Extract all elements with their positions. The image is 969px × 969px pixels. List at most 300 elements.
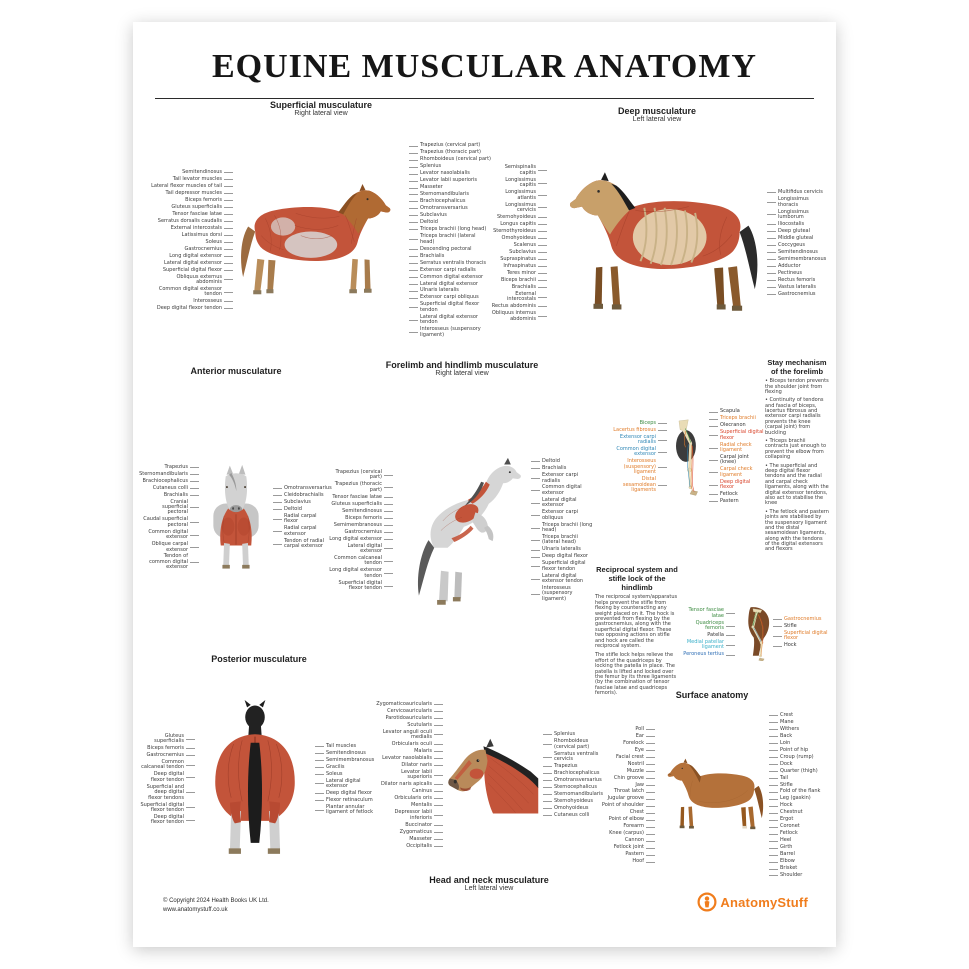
leader-line [646,729,655,730]
leader-line [315,783,324,784]
ligament-label: Carpal joint (knee) [707,455,765,466]
leader-line [224,308,233,309]
surface-label: Pastern [625,852,657,857]
ligament-label: Medial patellar ligament [679,640,737,651]
muscle-label: Subclavius [271,500,311,505]
leader-line [384,586,393,587]
muscle-label: Radial carpal extensor [271,526,329,537]
leader-line [709,435,718,436]
section-subtitle: Left lateral view [464,884,514,892]
leader-line [531,579,540,580]
leader-line [190,535,199,536]
leader-line [709,472,718,473]
muscle-label: Gluteus superficialis [171,205,235,210]
muscle-label: Gastrocnemius [146,753,197,758]
rearing-horse-figure [395,454,529,607]
ligament-label: Hock [771,643,796,648]
leader-line [434,718,443,719]
muscle-label: Longissimus thoracis [765,197,823,208]
muscle-label: Extensor carpi obliquus [407,295,479,300]
leader-line [273,531,282,532]
muscle-label: Triceps brachii (lateral head) [407,234,491,245]
leader-line [224,214,233,215]
muscle-label: Tensor fasciae latae [172,212,235,217]
leader-line [769,875,778,876]
leader-line [531,550,540,551]
surface-label: Chest [630,810,657,815]
leader-line [190,562,199,563]
muscle-label: Longissimus cervicis [491,203,549,214]
leader-line [769,750,778,751]
leader-line [224,186,233,187]
muscle-label: Lateral digital extensor [313,779,379,790]
muscle-label: Longissimus lumborum [765,210,823,221]
muscle-label: Triceps brachii (lateral head) [529,535,595,546]
leader-line [726,613,735,614]
panel-title: Reciprocal system and stifle lock of the hindlimb [596,565,678,593]
leader-line [767,214,776,215]
leader-line [769,715,778,716]
leader-line [186,820,195,821]
surface-label: Crest [767,713,793,718]
section-reciprocal-system [595,560,829,706]
stay-labels-right [707,409,765,504]
leader-line [531,461,540,462]
stay-leg-figure [669,418,707,497]
leader-line [538,297,547,298]
ligament-label: Patella [707,633,737,638]
muscle-label: Omotransversarius [271,486,332,491]
leader-line [769,729,778,730]
leader-line [384,539,393,540]
ligament-label: Tensor fasciae latae [679,608,737,619]
leader-line [186,792,195,793]
muscle-label: Semimembranosus [765,257,826,262]
muscle-label: Flexor retinaculum [313,798,373,803]
section-title: Posterior musculature [211,654,307,664]
leader-line [315,774,324,775]
surface-label: Chestnut [767,810,803,815]
muscle-label: Splenius [407,164,441,169]
leader-line [769,757,778,758]
muscle-label: Rectus abdominis [492,304,549,309]
copyright-text: © Copyright 2024 Health Books UK Ltd. [163,898,269,904]
leader-line [538,273,547,274]
muscle-label: External intercostals [171,226,235,231]
leader-line [531,515,540,516]
leader-line [224,193,233,194]
surface-label: Fold of the flank [767,789,820,794]
surface-label: Poll [635,727,657,732]
surface-label: Stifle [767,783,793,788]
ligament-label: Interosseus (suspensory) ligament [611,459,669,475]
leader-line [767,224,776,225]
leader-line [767,245,776,246]
anatomy-poster [133,22,836,947]
leader-line [646,736,655,737]
leader-line [658,452,667,453]
leader-line [434,758,443,759]
muscle-label: Long digital extensor [329,537,395,542]
deep-labels-left [491,165,549,321]
title-divider [155,98,814,99]
muscle-label: Trapezius [165,465,201,470]
leader-line [434,751,443,752]
leader-line [538,217,547,218]
leader-line [434,805,443,806]
leader-line [658,467,667,468]
leader-line [543,787,552,788]
leader-line [709,426,718,427]
muscle-label: Biceps femoris [345,516,395,521]
section-posterior-musculature [139,654,379,894]
leader-line [315,753,324,754]
muscle-label: Semitendinosus [342,509,395,514]
leader-line [531,594,540,595]
panel-title: Stay mechanism of the forelimb [767,358,827,377]
muscle-label: Rectus femoris [765,278,815,283]
leader-line [769,722,778,723]
ligament-label: Pastern [707,499,739,504]
muscle-label: Adductor [765,264,801,269]
muscle-label: Brachialis [164,493,201,498]
leader-line [767,192,776,193]
leader-line [646,841,655,842]
anterior-horse-figure [201,464,271,571]
surface-label: Ear [636,734,657,739]
leader-line [543,757,552,758]
leader-line [186,755,195,756]
muscle-label: Extensor carpi radialis [407,268,476,273]
muscle-label: Superficial digital flexor [163,268,235,273]
muscle-label: Omohyoideus [502,236,549,241]
leader-line [273,509,282,510]
anterior-labels-right [271,484,332,550]
muscle-label: Sternothyroideus [493,229,549,234]
surface-label: Girth [767,845,792,850]
muscle-label: Trapezius (thoracic part) [407,150,481,155]
muscle-label: Biceps brachii [501,278,549,283]
muscle-label: Malaris [414,749,445,754]
leader-line [273,495,282,496]
ligament-label: Stifle [771,624,797,629]
reciprocal-labels-left [679,608,737,658]
muscle-label: Brachiocephalicus [407,199,465,204]
ligament-label: Common digital extensor [611,447,669,458]
stay-text-panel [765,358,829,556]
leader-line [538,231,547,232]
section-subtitle: Right lateral view [435,370,489,378]
muscle-label: Gastrocnemius [344,530,395,535]
leader-line [769,799,778,800]
ligament-label: Lacertus fibrosus [613,428,669,433]
leader-line [273,488,282,489]
surface-label: Elbow [767,859,795,864]
muscle-label: Common digital extensor [529,485,595,496]
surface-label: Forelock [623,741,657,746]
muscle-label: Trapezius (cervical part) [329,470,395,481]
muscle-label: Superficial digital flexor tendon [139,803,197,814]
surface-label: Croup (rump) [767,755,814,760]
foreleg-bones-illustration [669,418,707,497]
head-neck-illustration [445,736,541,815]
muscle-label: Lateral flexor muscles of tail [151,184,235,189]
muscle-label: Trapezius (thoracic part) [329,482,395,493]
leader-line [315,810,324,811]
muscle-label: Cervicoauricularis [387,709,445,714]
surface-label: Leg (gaskin) [767,796,811,801]
leader-line [543,734,552,735]
muscle-label: Ulnaris lateralis [529,547,581,552]
leader-line [190,488,199,489]
muscle-label: Deep digital flexor [313,791,372,796]
leader-line [409,201,418,202]
leader-line [646,743,655,744]
leader-line [773,636,782,637]
leader-line [646,848,655,849]
muscle-label: Longissimus capitis [491,178,549,189]
leader-line [726,645,735,646]
muscle-label: Superficial digital flexor tendon [407,302,491,313]
muscle-label: Common digital extensor tendon [151,287,235,298]
surface-label: Cannon [625,838,657,843]
muscle-label: Orbicularis oris [394,796,445,801]
leader-line [769,785,778,786]
leader-line [434,798,443,799]
leader-line [315,760,324,761]
ligament-label: Carpal check ligament [707,467,765,478]
surface-label: Mane [767,720,794,725]
leader-line [538,252,547,253]
brand-name: AnatomyStuff [720,894,808,910]
section-heading [379,875,599,893]
muscle-label: Coccygeus [765,243,805,248]
leader-line [531,528,540,529]
leader-line [709,460,718,461]
muscle-label: Gracilis [313,765,345,770]
surface-label: Back [767,734,792,739]
leader-line [224,228,233,229]
leader-line [538,259,547,260]
leader-line [767,266,776,267]
surface-label: Tail [767,776,788,781]
muscle-label: Brachialis [529,466,566,471]
leader-line [409,222,418,223]
leader-line [384,475,393,476]
muscle-label: Long digital extensor [169,254,235,259]
muscle-label: Superficial digital flexor tendon [529,561,595,572]
muscle-label: Gastrocnemius [765,292,816,297]
leader-line [531,503,540,504]
bullet-point: • Biceps tendon prevents the shoulder joint from flexing [765,379,829,395]
leader-line [384,532,393,533]
leader-line [186,739,195,740]
leader-line [538,287,547,288]
muscle-label: Interosseus (suspensory ligament) [407,327,491,338]
muscle-label: Triceps brachii (long head) [407,227,486,232]
muscle-label: Cleidobrachialis [271,493,324,498]
leader-line [646,806,655,807]
leader-line [224,249,233,250]
surface-label: Fetlock joint [614,845,657,850]
leader-line [224,242,233,243]
posterior-horse-illustration [197,700,313,859]
muscle-label: Superficial digital flexor tendon [329,581,395,592]
muscle-label: Pectineus [765,271,802,276]
ligament-label: Peroneus tertius [683,652,737,657]
leader-line [538,266,547,267]
leader-line [646,862,655,863]
muscle-label: Common calcaneal tendon [139,760,197,771]
muscle-label: Splenius [541,732,575,737]
muscle-label: External intercostals [491,292,549,303]
leader-line [409,284,418,285]
muscle-label: Tail levator muscles [173,177,235,182]
ligament-label: Deep digital flexor [707,480,765,491]
muscle-label: Tail depressor muscles [166,191,235,196]
leader-line [224,256,233,257]
bullet-point: • Triceps brachii contracts just enough to prevent the elbow from collapsing [765,439,829,461]
ligament-label: Radial check ligament [707,443,765,454]
leader-line [543,808,552,809]
muscle-label: Zygomaticoauricularis [376,702,445,707]
muscle-label: Biceps femoris [147,746,197,751]
muscle-label: Gluteus superficialis [331,502,395,507]
paragraph: The stifle lock helps relieve the effort of the quadriceps by locking the patella in place. The patella is lifted and locked over the femur by its three ligaments (by the combination of tensor fasciae latae and quadriceps femoris). [595,652,677,697]
section-subtitle: Right lateral view [294,110,348,118]
muscle-label: Omohyoideus [541,806,588,811]
leader-line [434,825,443,826]
muscle-label: Plantar annular ligament of fetlock [313,805,379,816]
leader-line [409,298,418,299]
leader-line [409,208,418,209]
surface-label: Jugular groove [608,796,657,801]
muscle-label: Lateral digital extensor [329,544,395,555]
surface-labels-right [767,713,825,879]
stay-bullet-list [765,379,829,556]
leader-line [409,194,418,195]
leader-line [224,179,233,180]
leader-line [409,167,418,168]
muscle-label: Lateral digital extensor [407,282,478,287]
ligament-label: Triceps brachii [707,416,756,421]
leader-line [434,711,443,712]
section-surface-anatomy [599,690,825,890]
muscle-label: Deltoid [407,220,438,225]
leader-line [767,273,776,274]
leader-line [769,778,778,779]
leader-line [273,519,282,520]
muscle-label: Scutularis [407,723,445,728]
surface-labels-left [599,727,657,865]
muscle-label: Levator nasolabialis [407,171,470,176]
leader-line [543,815,552,816]
surface-label: Ergot [767,817,793,822]
leader-line [538,224,547,225]
leader-line [409,229,418,230]
surface-label: Shoulder [767,873,802,878]
leader-line [769,869,778,870]
ligament-label: Olecranon [707,423,746,428]
muscle-label: Common calcaneal tendon [329,556,395,567]
superficial-horse-figure [235,183,407,299]
muscle-label: Tail muscles [313,744,356,749]
muscle-label: Buccinator [405,823,445,828]
muscle-label: Lateral digital extensor tendon [529,574,595,585]
muscle-label: Gluteus superficialis [139,734,197,745]
surface-label: Fetlock [767,831,798,836]
leader-line [434,765,443,766]
muscle-label: Lateral digital extensor tendon [407,315,491,326]
superficial-labels-left [151,170,235,312]
leader-line [224,301,233,302]
muscle-label: Cutaneus colli [153,486,201,491]
leader-line [409,332,418,333]
posterior-labels-left [139,734,197,826]
leader-line [409,256,418,257]
muscle-label: Zygomaticus [400,830,445,835]
leader-line [409,239,418,240]
section-title: Anterior musculature [190,366,282,376]
deep-horse-figure [549,171,765,317]
leader-line [315,746,324,747]
leader-line [190,495,199,496]
leader-line [773,646,782,647]
muscle-label: Oblique carpal extensor [143,542,201,553]
leader-line [531,540,540,541]
muscle-label: Semispinalis capitis [491,165,549,176]
leader-line [315,800,324,801]
muscle-label: Trapezius (cervical part) [407,143,480,148]
surface-label: Facial crest [616,755,657,760]
anterior-labels-left [139,463,201,571]
leader-line [190,467,199,468]
leader-line [646,750,655,751]
surface-label: Forearm [623,824,657,829]
surface-label: Nostril [628,762,657,767]
muscle-label: Cranial superficial pectoral [143,500,201,516]
surface-label: Hoof [632,859,657,864]
muscle-label: Subclavius [407,213,447,218]
muscle-label: Subclavius [509,250,549,255]
surface-label: Brisket [767,866,797,871]
leader-line [767,252,776,253]
surface-horse-figure [657,758,767,832]
leader-line [273,544,282,545]
reciprocal-text-panel [595,565,679,700]
rearing-horse-illustration [395,454,529,607]
muscle-label: Occipitalis [406,844,445,849]
section-head-neck-musculature [376,678,603,894]
leader-line [767,259,776,260]
reciprocal-labels-right [771,617,829,649]
muscle-label: Descending pectoral [407,247,472,252]
leader-line [646,771,655,772]
section-title: Superficial musculature [269,100,373,110]
surface-label: Dock [767,762,793,767]
muscle-label: Cutaneus colli [541,813,589,818]
muscle-label: Deep digital flexor tendon [157,306,235,311]
leader-line [409,215,418,216]
surface-label: Coronet [767,824,800,829]
muscle-label: Dilator naris [401,763,445,768]
leader-line [224,270,233,271]
leader-line [767,294,776,295]
surface-label: Jaw [635,783,657,788]
leader-line [531,478,540,479]
leader-line [646,827,655,828]
muscle-label: Semitendinosus [182,170,235,175]
